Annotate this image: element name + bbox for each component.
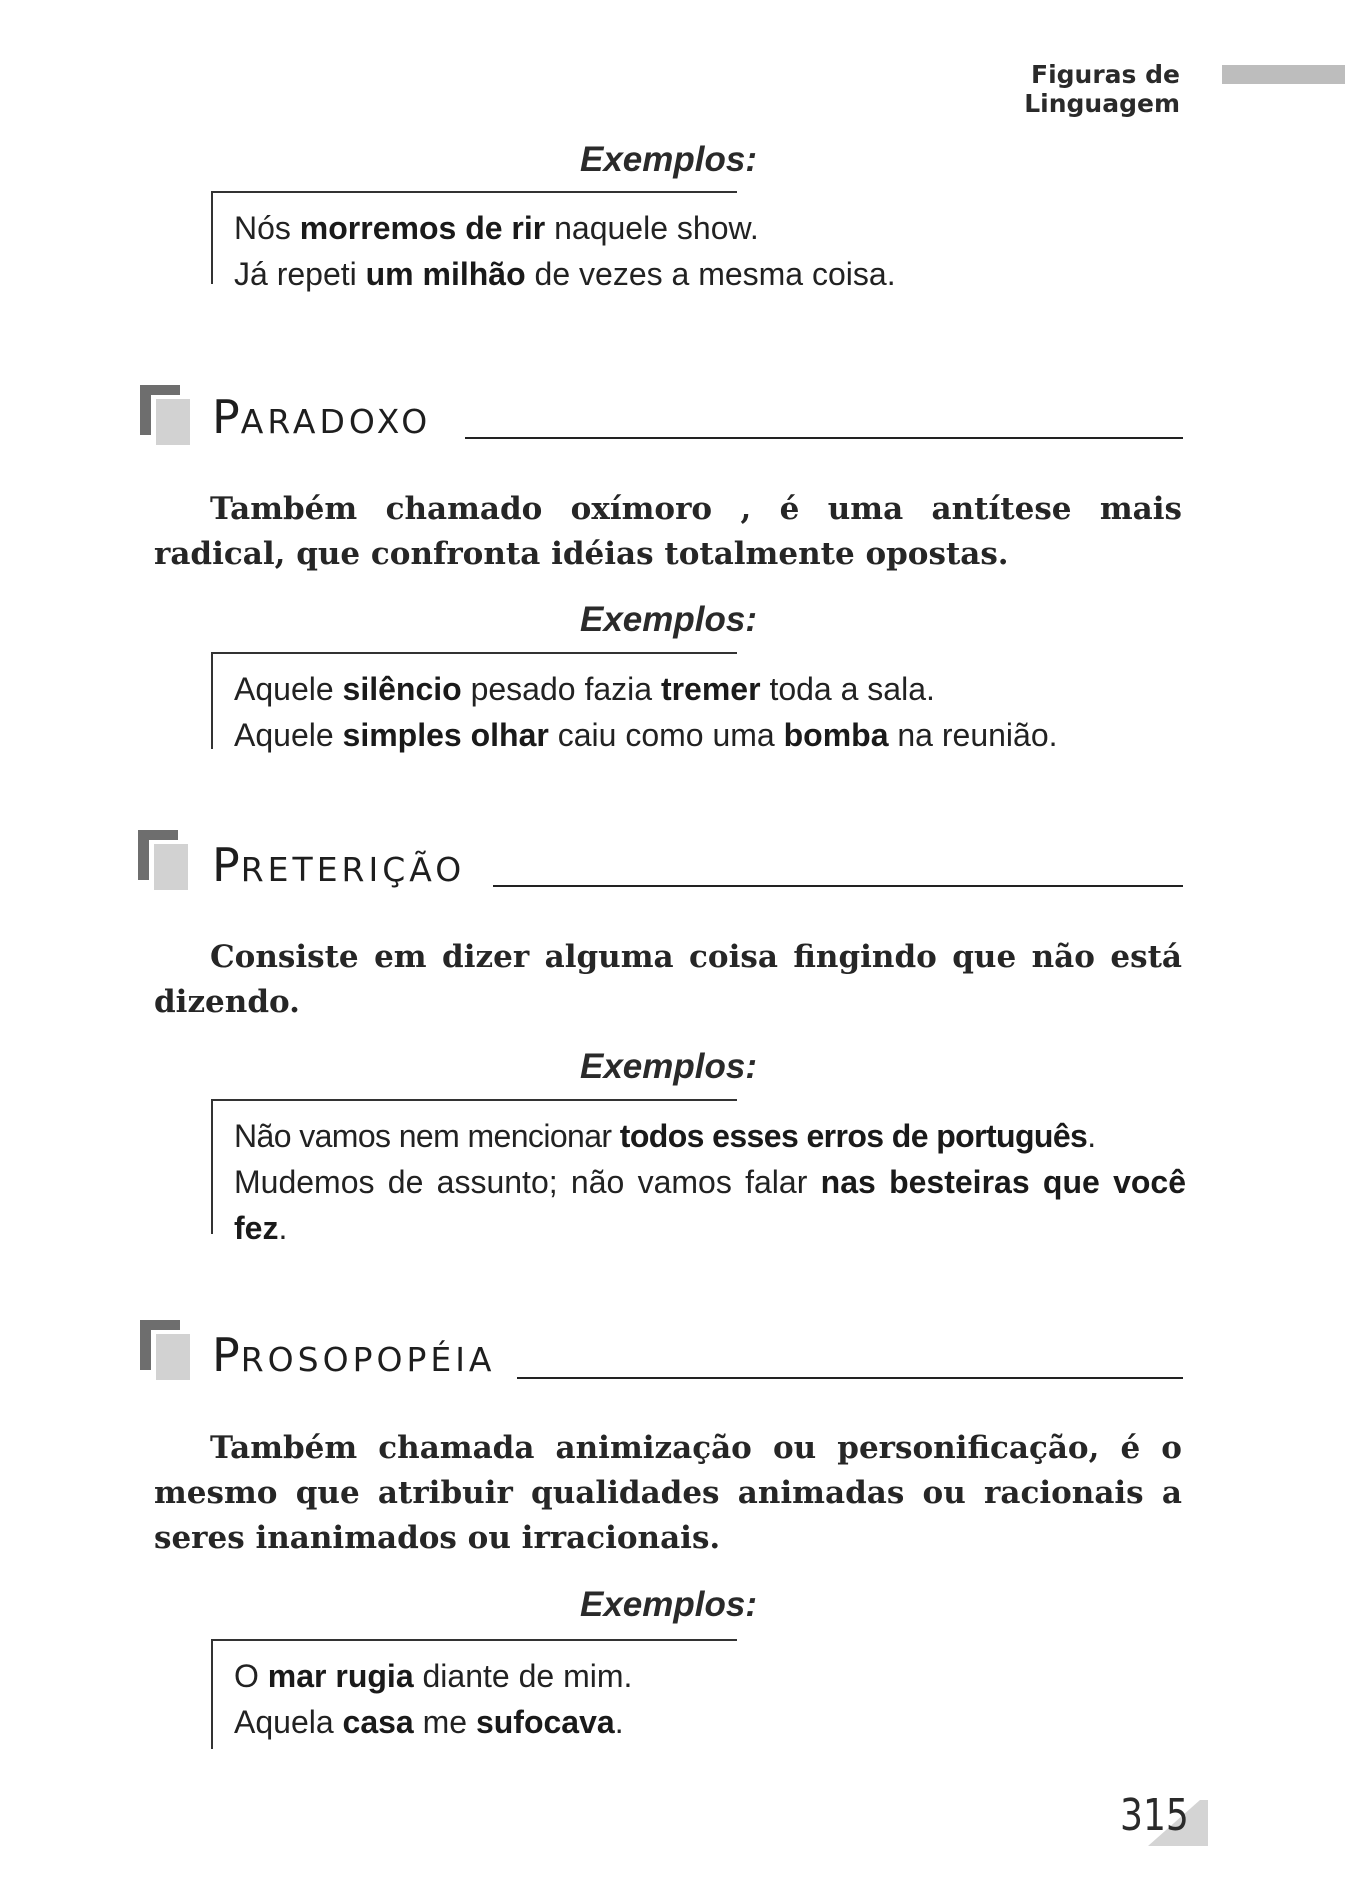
- example-box: [211, 1639, 1186, 1749]
- section-paragraph: Também chamado oxímoro , é uma antítese mais radical, que confronta idéias totalmente opostas.: [154, 491, 1182, 572]
- example-text: Já repeti: [234, 256, 366, 292]
- example-emphasis: mar rugia: [267, 1658, 414, 1694]
- example-text: .: [1087, 1118, 1096, 1154]
- example-line: [234, 205, 1186, 251]
- example-emphasis: sufocava: [475, 1704, 615, 1740]
- example-box: [211, 1099, 1187, 1246]
- section-marker-icon: [138, 830, 188, 890]
- page-number: 315: [1120, 1790, 1189, 1841]
- example-text: Mudemos de assunto; não vamos falar: [234, 1164, 821, 1200]
- example-emphasis: bomba: [783, 717, 889, 753]
- section-marker-icon: [140, 1320, 190, 1380]
- example-text: Aquele: [234, 717, 343, 753]
- example-line: [234, 1653, 1186, 1699]
- example-emphasis: casa: [342, 1704, 414, 1740]
- section-marker-icon: [140, 385, 190, 445]
- section-rule: [465, 437, 1183, 439]
- example-line: [234, 712, 1186, 758]
- example-text: me: [413, 1704, 476, 1740]
- example-text: Nós: [234, 210, 300, 246]
- example-box: [211, 652, 1186, 753]
- example-text: Aquela: [234, 1704, 343, 1740]
- section-title-pretericao: PRETERIÇÃO: [212, 838, 466, 892]
- example-text: na reunião.: [888, 717, 1058, 753]
- example-emphasis: um milhão: [365, 256, 526, 292]
- example-label: Exemplos:: [580, 600, 757, 639]
- example-emphasis: tremer: [660, 671, 761, 707]
- example-text: .: [278, 1210, 288, 1246]
- example-text: toda a sala.: [760, 671, 935, 707]
- example-text: de vezes a mesma coisa.: [525, 256, 896, 292]
- section-rule: [493, 885, 1183, 887]
- example-text: O: [234, 1658, 268, 1694]
- top-example-box: [211, 191, 1186, 292]
- example-emphasis: todos esses erros de português: [619, 1118, 1088, 1154]
- running-head-bar: [1222, 65, 1345, 84]
- example-emphasis: nas besteiras que você fez: [234, 1164, 1187, 1246]
- section-paragraph: Consiste em dizer alguma coisa fingindo que não está dizendo.: [154, 939, 1182, 1020]
- example-line: [234, 1699, 1186, 1745]
- example-text: .: [614, 1704, 624, 1740]
- example-text: naquele show.: [545, 210, 759, 246]
- example-line: [234, 251, 1186, 297]
- example-text: diante de mim.: [413, 1658, 633, 1694]
- example-text: Aquele: [234, 671, 343, 707]
- example-text: pesado fazia: [461, 671, 661, 707]
- example-line: [234, 1113, 1186, 1159]
- example-label: Exemplos:: [580, 1047, 757, 1086]
- page-corner-tab: [1200, 1800, 1208, 1846]
- section-title-paradoxo: PARADOXO: [212, 390, 432, 444]
- example-line: [234, 666, 1186, 712]
- example-text: caiu como uma: [548, 717, 784, 753]
- section-title-prosopopeia: PROSOPOPÉIA: [212, 1328, 496, 1382]
- top-example-label: Exemplos:: [580, 140, 757, 179]
- example-emphasis: morremos de rir: [299, 210, 546, 246]
- example-emphasis: simples olhar: [342, 717, 549, 753]
- example-emphasis: silêncio: [342, 671, 462, 707]
- section-paragraph: Também chamada animização ou personificação, é o mesmo que atribuir qualidades animadas ou racionais a seres inanimados ou irracionais.: [154, 1430, 1182, 1556]
- example-label: Exemplos:: [580, 1585, 757, 1624]
- example-line: [234, 1159, 1186, 1251]
- running-head: Figuras de Linguagem: [1024, 60, 1180, 118]
- example-text: Não vamos nem mencionar: [234, 1118, 620, 1154]
- section-rule: [517, 1377, 1183, 1379]
